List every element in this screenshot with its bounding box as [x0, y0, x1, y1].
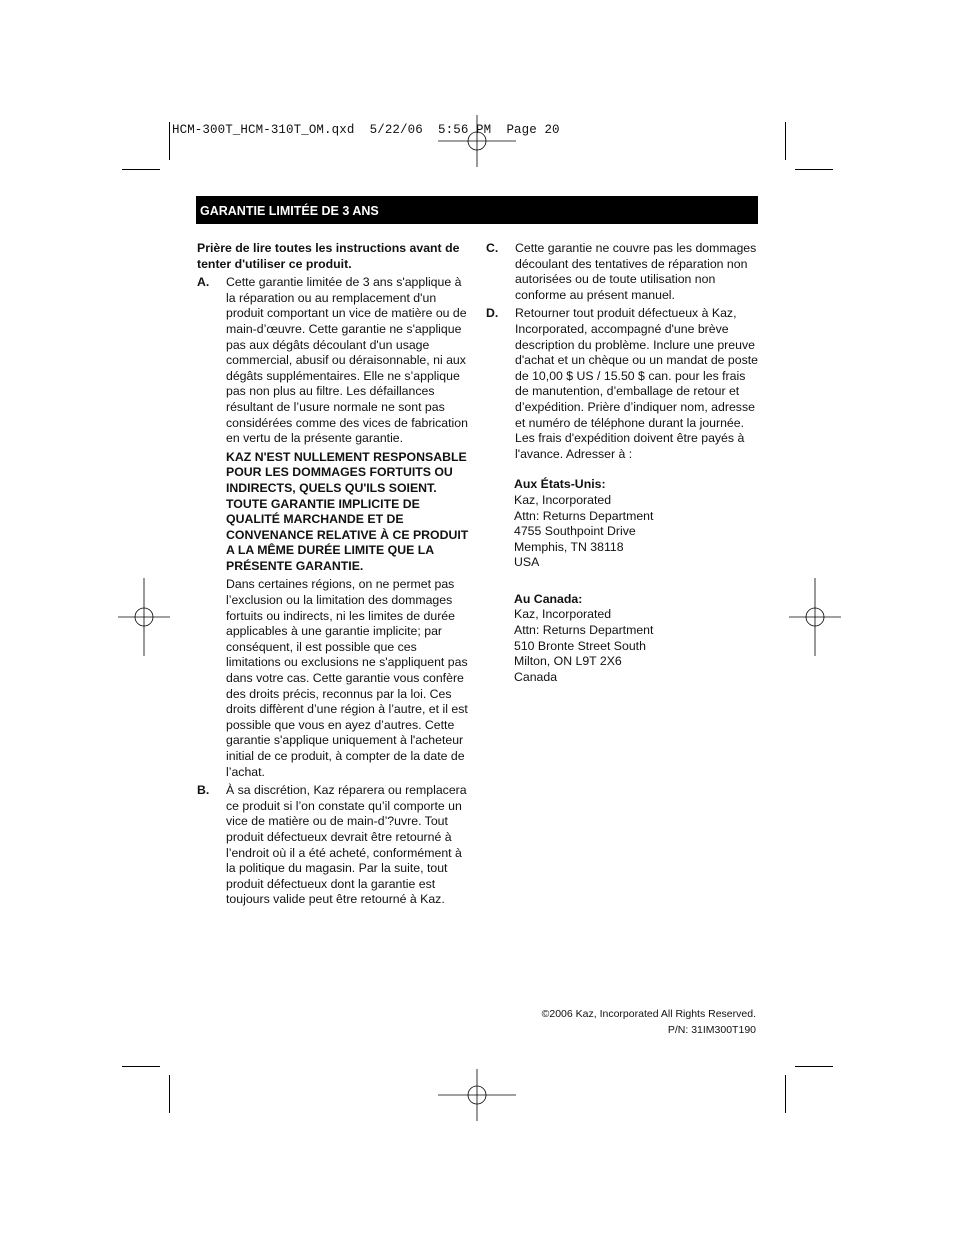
- crop-mark-bottom-right-vertical: [785, 1075, 786, 1113]
- section-b-text: À sa discrétion, Kaz réparera ou remplacera ce produit si l’on constate qu’il comporte un vice de matière ou de main-d’?uvre. Tout produit défectueux devrait être retourné à l’endroit où il a été acheté, conformément à la politique du magasin. Par la suite, tout produit défectueux dont la garantie est toujours valide peut être retourné à Kaz.: [226, 783, 467, 907]
- address-us: [514, 477, 758, 571]
- intro-text: Prière de lire toutes les instructions avant de tenter d'utiliser ce produit.: [197, 241, 460, 271]
- left-column: [197, 241, 469, 908]
- section-letter: D.: [486, 306, 499, 321]
- section-c-text: Cette garantie ne couvre pas les dommages découlant des tentatives de réparation non autorisées ou de toute utilisation non conforme au présent manuel.: [515, 241, 757, 302]
- crop-mark-bottom-left-vertical: [169, 1075, 170, 1113]
- address-line: Attn: Returns Department: [514, 508, 654, 523]
- address-line: USA: [514, 555, 540, 570]
- address-line: Attn: Returns Department: [514, 623, 654, 638]
- copyright-text: ©2006 Kaz, Incorporated All Rights Reserved.: [541, 1008, 756, 1020]
- crop-mark-top-right-horizontal: [795, 169, 833, 170]
- crop-mark-bottom-left-horizontal: [122, 1066, 160, 1067]
- address-us-heading: Aux États-Unis:: [514, 477, 606, 492]
- address-line: 4755 Southpoint Drive: [514, 524, 636, 539]
- section-body: [226, 275, 469, 780]
- crop-mark-top-left-vertical: [169, 122, 170, 160]
- address-line: Kaz, Incorporated: [514, 492, 612, 507]
- crop-mark-top-right-vertical: [785, 122, 786, 160]
- section-title: GARANTIE LIMITÉE DE 3 ANS: [200, 204, 379, 218]
- address-line: 510 Bronte Street South: [514, 638, 646, 653]
- registration-mark-right-icon: [789, 578, 841, 656]
- section-b: [197, 783, 469, 908]
- footer: [542, 1007, 756, 1038]
- section-c: [486, 241, 758, 303]
- file-slug: HCM-300T_HCM-310T_OM.qxd 5/22/06 5:56 PM Page 20: [172, 123, 560, 137]
- section-letter: C.: [486, 241, 499, 255]
- section-d: [486, 306, 758, 462]
- section-header: [196, 196, 758, 224]
- section-letter: A.: [197, 275, 210, 290]
- address-line: Milton, ON L9T 2X6: [514, 654, 622, 669]
- address-ca-heading: Au Canada:: [514, 591, 583, 606]
- registration-mark-left-icon: [118, 578, 170, 656]
- address-line: Kaz, Incorporated: [514, 607, 612, 622]
- section-letter: B.: [197, 783, 210, 798]
- section-a-paragraph-3: Dans certaines régions, on ne permet pas l’exclusion ou la limitation des dommages fortuits ou indirects, ni les limites de durée applicables à une garantie implicite; par conséquent, il est possible que ces limitations ou exclusions ne s'appliquent pas dans votre cas. Cette garantie vous confère des droits précis, reconnus par la loi. Ces droits diffèrent d’une région à l’autre, et il est possible que vous en ayez d’autres. Cette garantie s'applique uniquement à l'acheteur initial de ce produit, à compter de la date de l’achat.: [226, 577, 468, 779]
- registration-mark-bottom-icon: [438, 1069, 516, 1121]
- section-a-paragraph-1: Cette garantie limitée de 3 ans s'applique à la réparation ou au remplacement d'un produit comportant un vice de matière ou de main-d’œuvre. Cette garantie ne s'applique pas aux dégâts découlant d'un usage commercial, abusif ou déraisonnable, ni aux dégâts supplémentaires. Elle ne s’applique pas non plus au filtre. Les défaillances résultant de l’usure normale ne sont pas considérées comme des vices de fabrication en vertu de la présente garantie.: [226, 275, 468, 446]
- address-line: Memphis, TN 38118: [514, 539, 624, 554]
- right-column: [486, 241, 758, 685]
- address-line: Canada: [514, 669, 558, 684]
- section-d-text: Retourner tout produit défectueux à Kaz, Incorporated, accompagné d'une brève description du problème. Inclure une preuve d'achat et un chèque ou un mandat de poste de 10,00 $ US / 15.50 $ can. pour les frais de manutention, d’emballage de retour et d’expédition. Prière d’indiquer nom, adresse et numéro de téléphone durant la journée. Les frais d'expédition doivent être payés à l'avance. Adresser à :: [515, 306, 759, 461]
- crop-mark-top-left-horizontal: [122, 169, 160, 170]
- part-number: P/N: 31IM300T190: [667, 1023, 756, 1036]
- address-ca: [514, 592, 758, 686]
- section-a-disclaimer: KAZ N'EST NULLEMENT RESPONSABLE POUR LES DOMMAGES FORTUITS OU INDIRECTS, QUELS QU'ILS SOIENT. TOUTE GARANTIE IMPLICITE DE QUALITÉ MARCHANDE ET DE CONVENANCE RELATIVE À CE PRODUIT A LA MÊME DURÉE LIMITE QUE LA PRÉSENTE GARANTIE.: [226, 449, 469, 573]
- section-a: [197, 275, 469, 780]
- crop-mark-bottom-right-horizontal: [795, 1066, 833, 1067]
